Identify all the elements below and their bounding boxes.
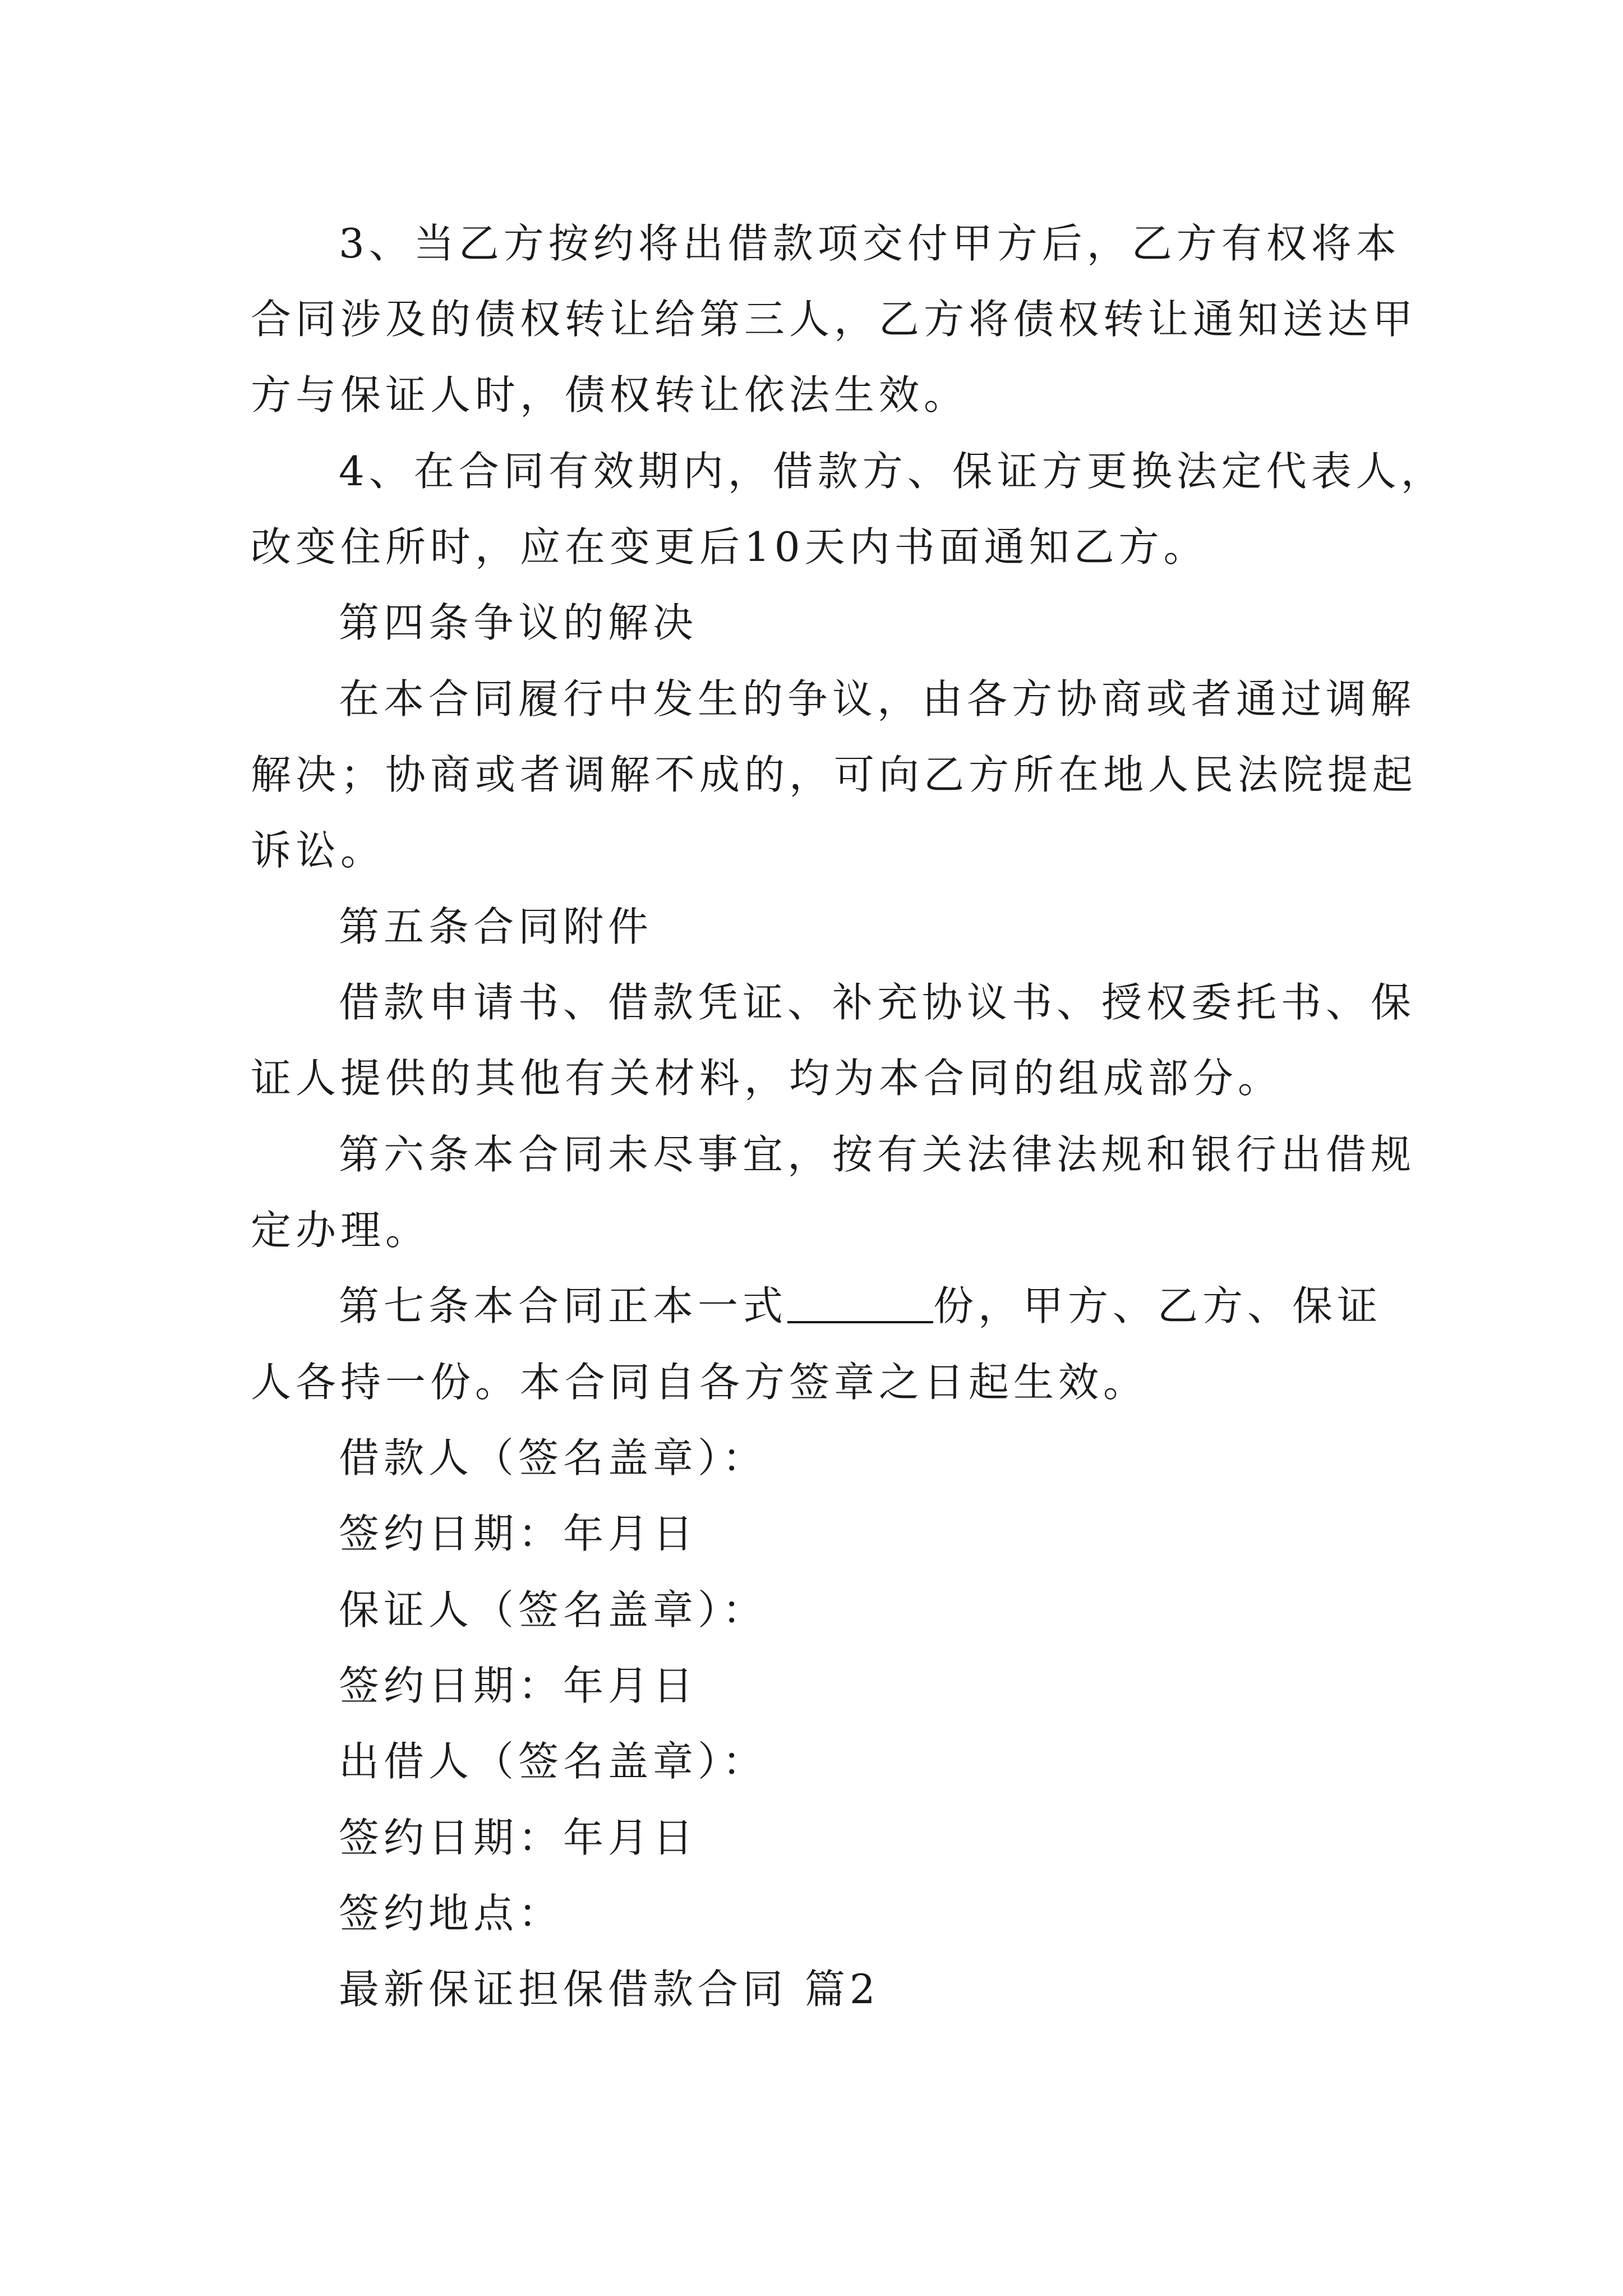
article-4-text-line-3: 诉讼。	[251, 827, 386, 874]
article-7-text-b: 份，甲方、乙方、保证	[933, 1282, 1382, 1329]
clause-3-line-3: 方与保证人时，债权转让依法生效。	[251, 371, 969, 418]
article-7-text-a: 第七条本合同正本一式	[339, 1282, 788, 1329]
next-section-title: 最新保证担保借款合同 篇2	[339, 1966, 880, 2013]
borrower-signature: 借款人（签名盖章）：	[339, 1434, 768, 1481]
article-5-text-line-2: 证人提供的其他有关材料，均为本合同的组成部分。	[251, 1055, 1283, 1102]
article-4-text-line-2: 解决；协商或者调解不成的，可向乙方所在地人民法院提起	[251, 751, 1418, 798]
article-5-text-line-1: 借款申请书、借款凭证、补充协议书、授权委托书、保	[339, 979, 1416, 1026]
article-5-heading: 第五条合同附件	[339, 903, 653, 950]
borrower-sign-date: 签约日期：年月日	[339, 1510, 698, 1557]
guarantor-signature: 保证人（签名盖章）：	[339, 1586, 768, 1634]
article-7-line-1	[339, 1282, 1382, 1329]
article-4-text-line-1: 在本合同履行中发生的争议，由各方协商或者通过调解	[339, 675, 1416, 723]
clause-4-line-2: 改变住所时，应在变更后10天内书面通知乙方。	[251, 523, 1209, 570]
article-6-line-1: 第六条本合同未尽事宜，按有关法律法规和银行出借规	[339, 1131, 1416, 1178]
article-4-heading: 第四条争议的解决	[339, 599, 698, 646]
clause-3-line-1: 3、当乙方按约将出借款项交付甲方后，乙方有权将本	[339, 220, 1401, 267]
lender-sign-date: 签约日期：年月日	[339, 1814, 698, 1861]
clause-3-line-2: 合同涉及的债权转让给第三人，乙方将债权转让通知送达甲	[251, 296, 1418, 343]
clause-4-line-1: 4、在合同有效期内，借款方、保证方更换法定代表人，	[339, 448, 1446, 495]
article-6-line-2: 定办理。	[251, 1207, 431, 1254]
guarantor-sign-date: 签约日期：年月日	[339, 1662, 698, 1709]
copies-blank	[787, 1287, 933, 1323]
article-7-line-2: 人各持一份。本合同自各方签章之日起生效。	[251, 1359, 1149, 1406]
lender-signature: 出借人（签名盖章）：	[339, 1738, 768, 1785]
signing-place: 签约地点：	[339, 1890, 564, 1937]
